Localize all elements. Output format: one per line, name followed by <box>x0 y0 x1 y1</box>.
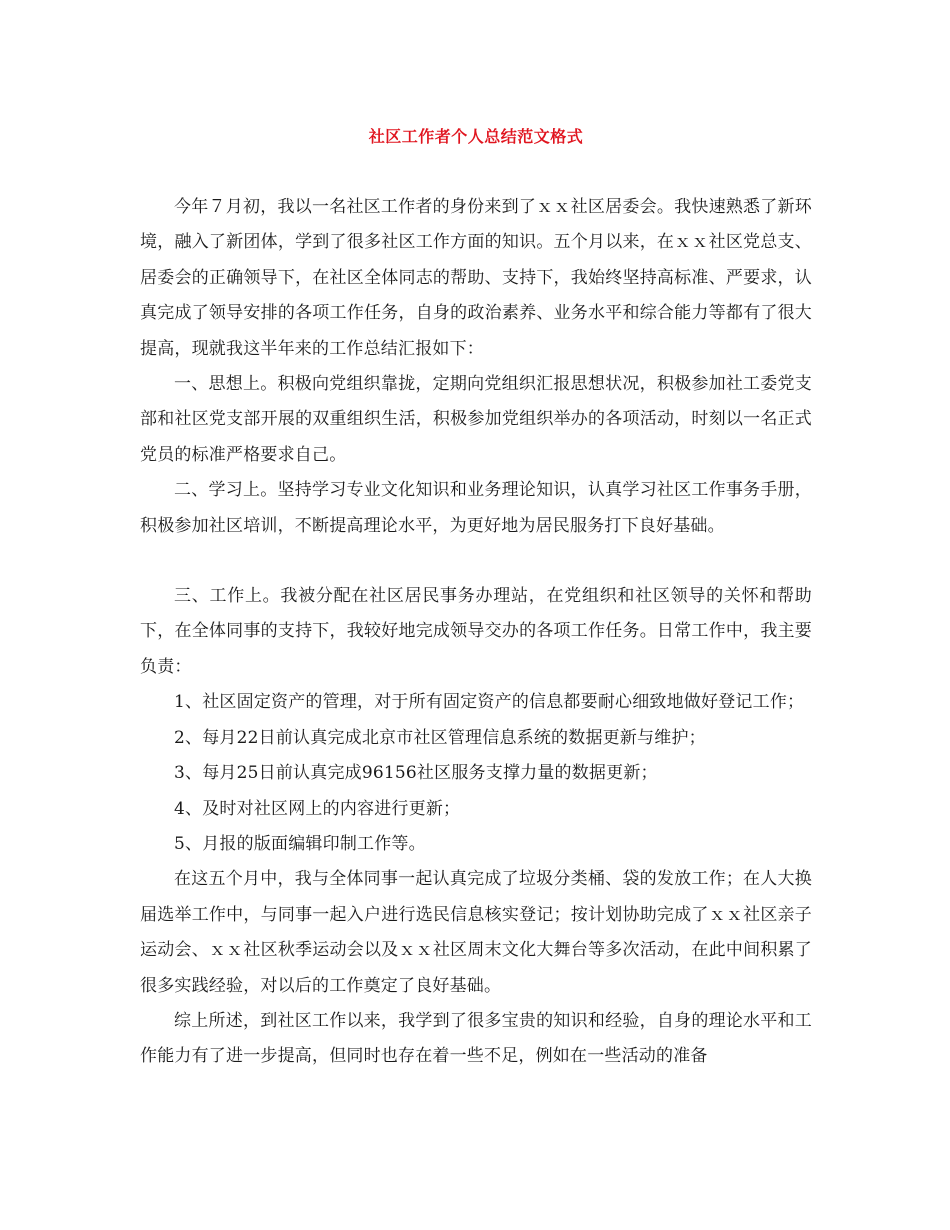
list-item-1: 1、社区固定资产的管理，对于所有固定资产的信息都要耐心细致地做好登记工作； <box>174 692 805 713</box>
list-item-4: 4、及时对社区网上的内容进行更新； <box>174 798 461 819</box>
paragraph-five-months: 在这五个月中，我与全体同事一起认真完成了垃圾分类桶、袋的发放工作；在人大换届选举工作中，与同事一起入户进行选民信息核实登记；按计划协助完成了ｘｘ社区亲子运动会、ｘｘ社区秋季运动会以及ｘｘ社区周末文化大舞台等多次活动，在此中间积累了很多实践经验，对以后的工作奠定了良好基础。 <box>140 869 812 996</box>
list-item-5: 5、月报的版面编辑印制工作等。 <box>174 833 426 854</box>
list-item-3: 3、每月25日前认真完成96156社区服务支撑力量的数据更新； <box>174 763 658 784</box>
document-title: 社区工作者个人总结范文格式 <box>368 127 584 146</box>
paragraph-work: 三、工作上。我被分配在社区居民事务办理站，在党组织和社区领导的关怀和帮助下，在全体同事的支持下，我较好地完成领导交办的各项工作任务。日常工作中，我主要负责： <box>140 586 812 677</box>
document-page <box>140 0 812 1230</box>
paragraph-thought: 一、思想上。积极向党组织靠拢，定期向党组织汇报思想状况，积极参加社工委党支部和社区党支部开展的双重组织生活，积极参加党组织举办的各项活动，时刻以一名正式党员的标准严格要求自己。 <box>140 374 812 465</box>
document-body <box>140 190 812 1075</box>
paragraph-intro: 今年７月初，我以一名社区工作者的身份来到了ｘｘ社区居委会。我快速熟悉了新环境，融入了新团体，学到了很多社区工作方面的知识。五个月以来，在ｘｘ社区党总支、居委会的正确领导下，在社区全体同志的帮助、支持下，我始终坚持高标准、严要求，认真完成了领导安排的各项工作任务，自身的政治素养、业务水平和综合能力等都有了很大提高，现就我这半年来的工作总结汇报如下： <box>140 197 812 359</box>
list-item-2: 2、每月22日前认真完成北京市社区管理信息系统的数据更新与维护； <box>174 727 706 748</box>
paragraph-study: 二、学习上。坚持学习专业文化知识和业务理论知识，认真学习社区工作事务手册，积极参加社区培训，不断提高理论水平，为更好地为居民服务打下良好基础。 <box>140 480 812 536</box>
paragraph-summary: 综上所述，到社区工作以来，我学到了很多宝贵的知识和经验，自身的理论水平和工作能力有了进一步提高，但同时也存在着一些不足，例如在一些活动的准备 <box>140 1010 812 1067</box>
